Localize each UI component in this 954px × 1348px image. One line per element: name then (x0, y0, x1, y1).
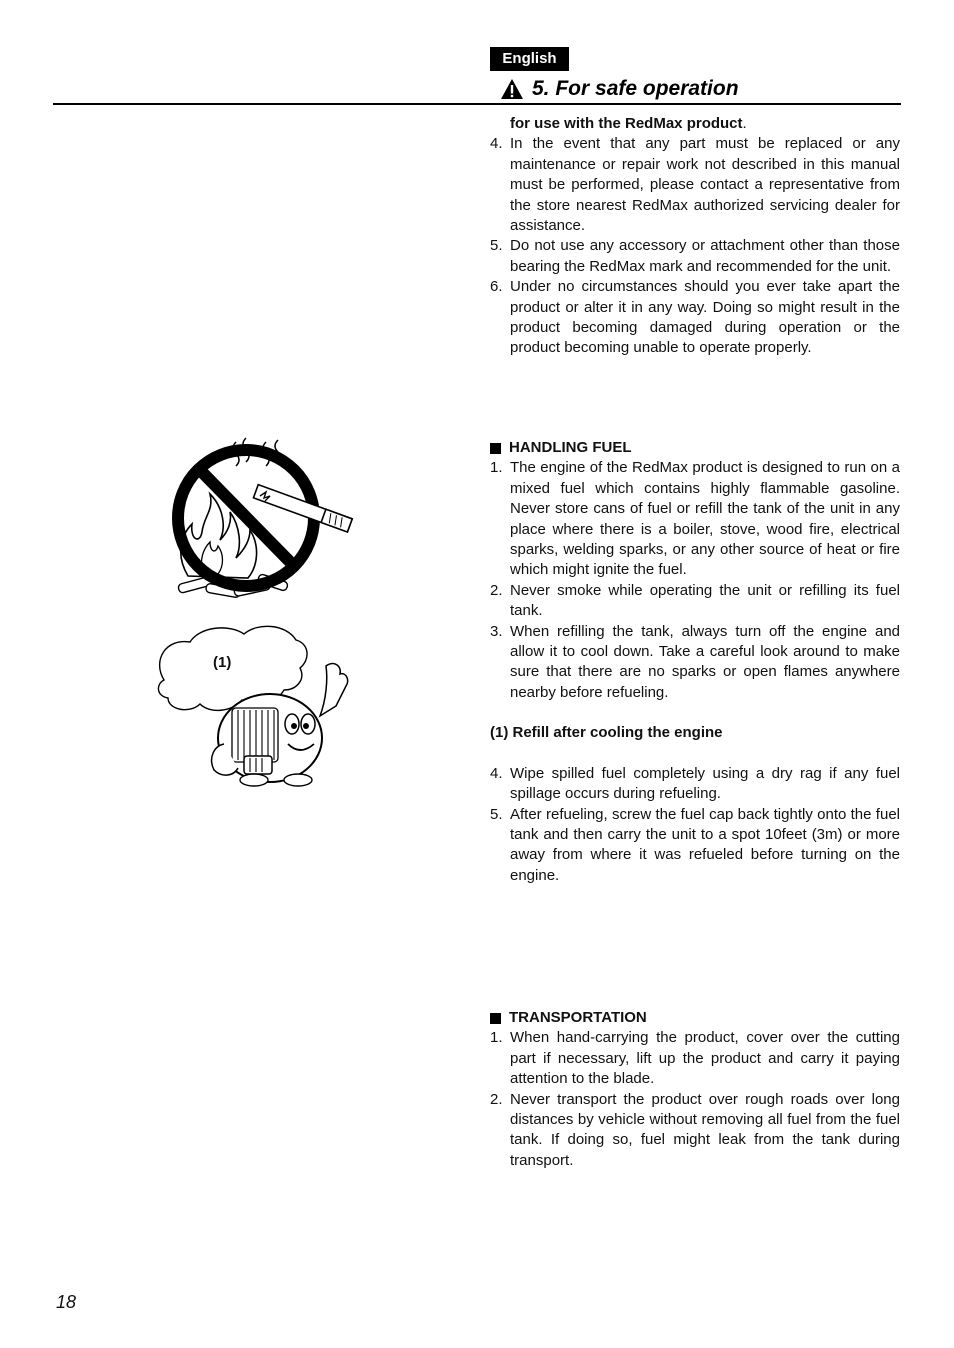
figure-note: (1) Refill after cooling the engine (490, 724, 723, 742)
square-bullet-icon (490, 443, 501, 454)
list-item (490, 277, 900, 359)
figure-callout: (1) (213, 654, 232, 671)
item-text: Wipe spilled fuel completely using a dry rag if any fuel spillage occurs during refueling. (510, 764, 900, 803)
item-number: 5. (490, 237, 503, 255)
square-bullet-icon (490, 1013, 501, 1024)
item-text: The engine of the RedMax product is designed to run on a mixed fuel which contains highly flammable gasoline. Never store cans of fuel or refill the tank of the unit in any place where there is a boiler, stove, wood fire, electrical sparks, welding sparks, or any other source of heat or fire which might ignite the fuel. (510, 459, 900, 579)
list-item (490, 581, 900, 622)
list-item (490, 764, 900, 805)
section-title-row (500, 74, 739, 104)
item-number: 6. (490, 278, 503, 296)
engine-mascot-icon (150, 620, 350, 790)
heading-text: HANDLING FUEL (509, 439, 632, 456)
list-item (490, 1028, 900, 1089)
list-item (490, 236, 900, 277)
language-tab: English (490, 47, 569, 71)
heading-text: TRANSPORTATION (509, 1009, 647, 1026)
item-number: 2. (490, 1090, 503, 1108)
item-text: In the event that any part must be replaced or any maintenance or repair work not described in this manual must be performed, please contact a representative from the store nearest RedMax authorized servicing dealer for assistance. (510, 135, 900, 235)
list-item (490, 458, 900, 580)
page-number: 18 (56, 1292, 77, 1312)
section-heading (490, 1008, 900, 1028)
item-text: Never smoke while operating the unit or refilling its fuel tank. (510, 581, 900, 620)
item-number: 4. (490, 764, 503, 782)
lead-tail: . (742, 115, 747, 132)
item-number: 5. (490, 805, 503, 823)
list-item (490, 1090, 900, 1172)
handling-fuel-section (490, 438, 900, 886)
list-item (490, 622, 900, 704)
item-text: Never transport the product over rough roads over long distances by vehicle without removing all fuel from the fuel tank. If doing so, fuel might leak from the tank during transport. (510, 1090, 900, 1169)
item-text: When hand-carrying the product, cover over the cutting part if necessary, lift up the product and carry it paying attention to the blade. (510, 1029, 900, 1088)
transportation-section (490, 1008, 900, 1171)
list-item (490, 134, 900, 236)
page-title: 5. For safe operation (532, 77, 739, 100)
list-item (490, 805, 900, 887)
item-number: 3. (490, 622, 503, 640)
lead-bold-text: for use with the RedMax product (510, 115, 743, 132)
section-heading (490, 438, 900, 458)
item-number: 1. (490, 459, 503, 477)
item-text: When refilling the tank, always turn off the engine and allow it to cool down. Take a careful look around to make sure that there are no sparks or open flames anywhere nearby before refueling. (510, 622, 900, 701)
continuation-section (490, 114, 900, 359)
item-text: Under no circumstances should you ever take apart the product or alter it in any way. Doing so might result in the product becoming damaged during operation or the product becoming unable to operate properly. (510, 278, 900, 357)
item-text: Do not use any accessory or attachment other than those bearing the RedMax mark and recommended for the unit. (510, 237, 900, 275)
no-fire-no-smoking-icon (170, 436, 360, 606)
item-number: 4. (490, 135, 503, 153)
warning-triangle-icon (500, 78, 524, 100)
item-number: 1. (490, 1029, 503, 1047)
item-text: After refueling, screw the fuel cap back tightly onto the fuel tank and then carry the unit to a spot 10feet (3m) or more away from where it was refueled before turning on the engine. (510, 805, 900, 884)
item-number: 2. (490, 581, 503, 599)
header-divider (53, 103, 901, 105)
continuation-lead (490, 114, 900, 134)
